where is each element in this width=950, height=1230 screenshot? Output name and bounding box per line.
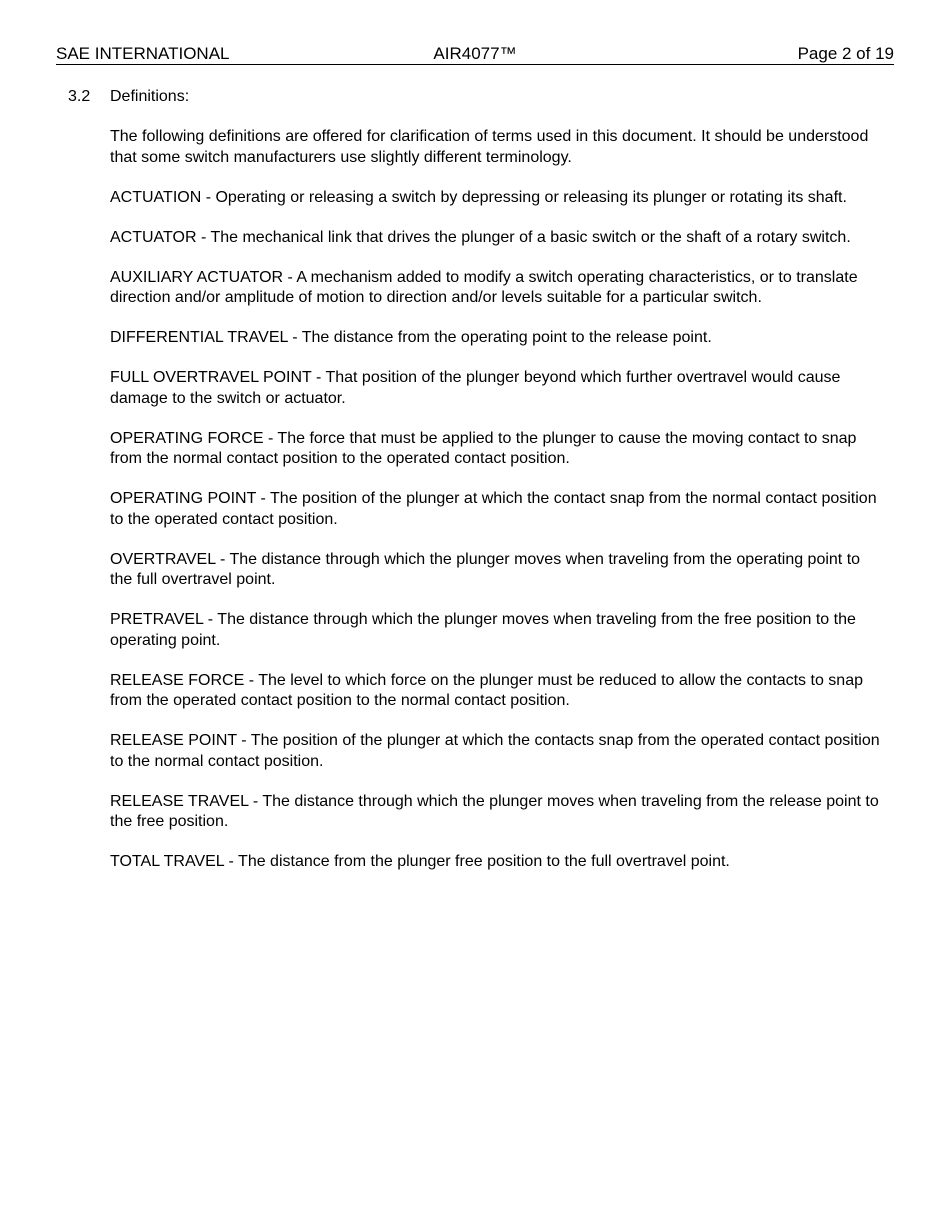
- definition-operating-point: OPERATING POINT - The position of the plunger at which the contact snap from the normal contact position to the operated contact position.: [110, 490, 877, 528]
- definition-operating-force: OPERATING FORCE - The force that must be applied to the plunger to cause the moving contact to snap from the normal contact position to the operated contact position.: [110, 429, 857, 467]
- definition-full-overtravel-point: FULL OVERTRAVEL POINT - That position of the plunger beyond which further overtravel would cause damage to the switch or actuator.: [110, 369, 841, 407]
- definition-release-force: RELEASE FORCE - The level to which force on the plunger must be reduced to allow the contacts to snap from the operated contact position to the normal contact position.: [110, 671, 863, 709]
- header-document-number: AIR4077™: [433, 44, 517, 63]
- page-header: [56, 44, 894, 65]
- definition-differential-travel: DIFFERENTIAL TRAVEL - The distance from the operating point to the release point.: [110, 329, 712, 346]
- section-body: [110, 127, 880, 892]
- definition-release-point: RELEASE POINT - The position of the plunger at which the contacts snap from the operated contact position to the normal contact position.: [110, 732, 880, 770]
- section-title: Definitions:: [110, 88, 190, 105]
- intro-paragraph: The following definitions are offered for clarification of terms used in this document. It should be understood that some switch manufacturers use slightly different terminology.: [110, 128, 869, 166]
- definition-total-travel: TOTAL TRAVEL - The distance from the plunger free position to the full overtravel point.: [110, 853, 730, 870]
- definition-actuation: ACTUATION - Operating or releasing a switch by depressing or releasing its plunger or rotating its shaft.: [110, 188, 847, 206]
- header-organization: SAE INTERNATIONAL: [56, 44, 230, 63]
- definition-actuator: ACTUATOR - The mechanical link that drives the plunger of a basic switch or the shaft of a rotary switch.: [110, 228, 851, 246]
- definition-release-travel: RELEASE TRAVEL - The distance through which the plunger moves when traveling from the release point to the free position.: [110, 792, 879, 830]
- section-heading: [68, 87, 189, 107]
- definition-auxiliary-actuator: AUXILIARY ACTUATOR - A mechanism added to modify a switch operating characteristics, or to translate direction and/or amplitude of motion to direction and/or levels suitable for a particular switch.: [110, 268, 858, 306]
- section-number: 3.2: [68, 88, 91, 105]
- definition-pretravel: PRETRAVEL - The distance through which the plunger moves when traveling from the free position to the operating point.: [110, 611, 856, 649]
- definition-overtravel: OVERTRAVEL - The distance through which the plunger moves when traveling from the operating point to the full overtravel point.: [110, 550, 861, 588]
- header-page-number: Page 2 of 19: [797, 44, 894, 63]
